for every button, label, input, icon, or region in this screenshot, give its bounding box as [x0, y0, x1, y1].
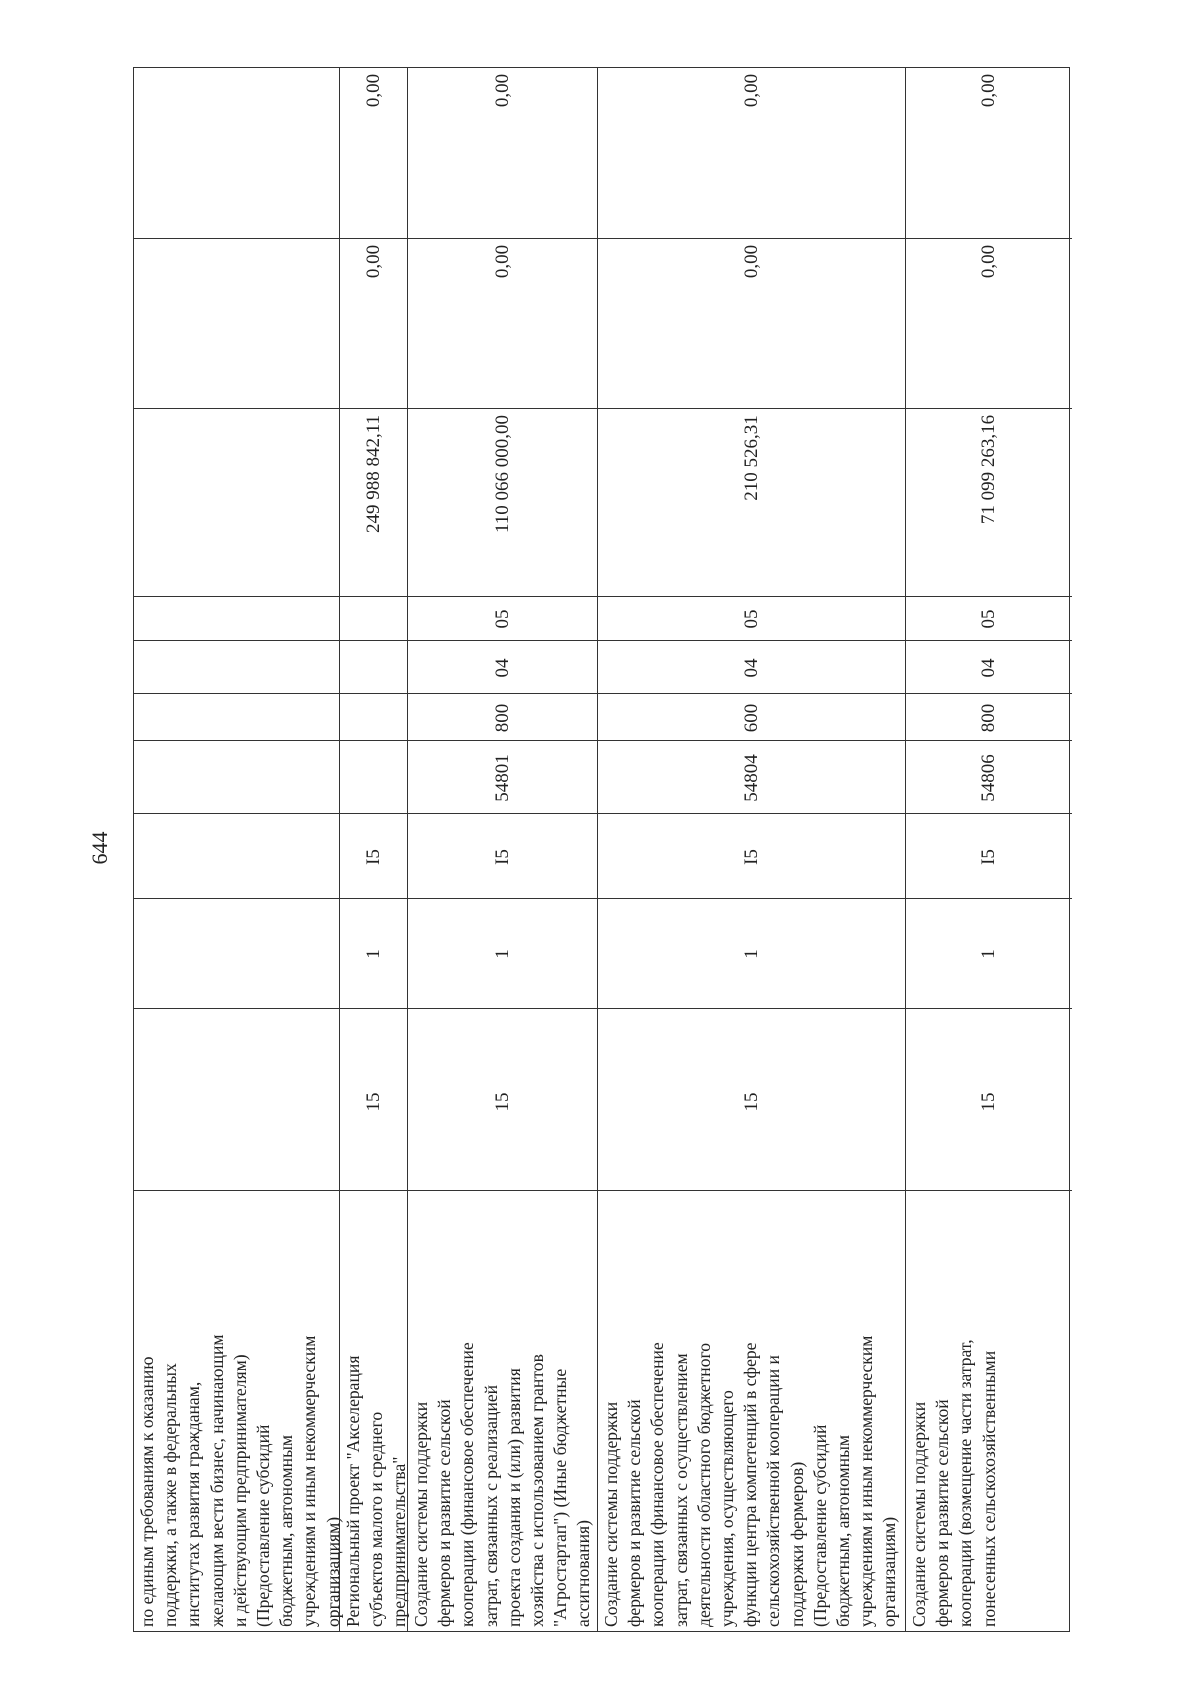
cell-c4: [340, 740, 408, 814]
cell-c3: [340, 813, 408, 899]
cell-value: 04: [978, 658, 999, 677]
cell-value: 1: [741, 949, 762, 959]
cell-c5: [134, 693, 339, 741]
cell-v2: [340, 238, 408, 409]
cell-v3: [598, 68, 906, 238]
cell-c6: [340, 640, 408, 694]
cell-v3: [134, 68, 339, 238]
description-line: фермеров и развитие сельской: [434, 1399, 455, 1627]
cell-value: 210 526,31: [741, 415, 762, 501]
cell-v2: [134, 238, 339, 409]
cell-c7: [598, 596, 906, 641]
row-description: [598, 1190, 906, 1631]
cell-c3: [906, 813, 1072, 899]
cell-value: 0,00: [741, 244, 762, 279]
cell-value: 04: [492, 658, 513, 677]
description-line: предпринимательства": [389, 1456, 410, 1627]
cell-value: 15: [363, 1092, 384, 1111]
cell-value: 15: [492, 1092, 513, 1111]
cell-c3: [134, 813, 339, 899]
cell-amount: [408, 408, 598, 597]
description-line: и действующим предпринимателям): [229, 1354, 250, 1627]
description-line: (Предоставление субсидий: [253, 1424, 274, 1627]
description-line: хозяйства с использованием грантов: [527, 1354, 548, 1627]
cell-value: 110 066 000,00: [492, 414, 513, 534]
description-line: поддержки, а также в федеральных: [160, 1363, 181, 1627]
cell-c7: [906, 596, 1072, 641]
cell-c7: [408, 596, 598, 641]
cell-value: 0,00: [741, 73, 762, 108]
cell-c4: [906, 740, 1072, 814]
cell-c6: [598, 640, 906, 694]
cell-c4: [408, 740, 598, 814]
cell-v3: [408, 68, 598, 238]
cell-c2: [906, 898, 1072, 1009]
cell-value: I5: [741, 848, 762, 865]
description-line: бюджетным, автономным: [276, 1434, 297, 1627]
cell-c2: [598, 898, 906, 1009]
cell-value: 04: [741, 658, 762, 677]
cell-c6: [408, 640, 598, 694]
cell-value: 15: [978, 1092, 999, 1111]
cell-value: 1: [978, 949, 999, 959]
cell-c7: [340, 596, 408, 641]
description-line: деятельности областного бюджетного: [693, 1342, 714, 1627]
cell-value: 15: [741, 1092, 762, 1111]
description-line: фермеров и развитие сельской: [932, 1399, 953, 1627]
cell-v3: [340, 68, 408, 238]
description-line: Создание системы поддержки: [909, 1401, 929, 1627]
description-line: институтах развития гражданам,: [183, 1381, 204, 1627]
cell-c5: [598, 693, 906, 741]
cell-c1: [906, 1008, 1072, 1194]
table-row: [134, 68, 343, 1631]
cell-c2: [340, 898, 408, 1009]
cell-amount: [134, 408, 339, 597]
cell-amount: [598, 408, 906, 597]
cell-value: 05: [492, 609, 513, 629]
cell-value: 800: [978, 703, 999, 732]
cell-value: 71 099 263,16: [978, 414, 999, 525]
description-line: кооперации (возмещение части затрат,: [955, 1339, 976, 1627]
cell-c5: [906, 693, 1072, 741]
row-description: [134, 1190, 343, 1631]
cell-c3: [408, 813, 598, 899]
description-line: организациям): [322, 1516, 343, 1627]
table-row: [597, 68, 906, 1631]
cell-value: 0,00: [363, 73, 384, 108]
cell-value: 0,00: [492, 73, 513, 108]
description-line: кооперации (финансовое обеспечение: [457, 1342, 478, 1627]
description-line: ассигнования): [573, 1520, 594, 1627]
cell-c1: [134, 1008, 339, 1194]
cell-c2: [408, 898, 598, 1009]
cell-value: 1: [492, 949, 513, 959]
cell-value: 54801: [492, 753, 513, 802]
table-row: [905, 68, 1072, 1631]
cell-v2: [408, 238, 598, 409]
description-line: "Агростартап") (Иные бюджетные: [550, 1368, 571, 1627]
table-row: [407, 68, 598, 1631]
cell-value: 0,00: [978, 73, 999, 108]
page-number: 644: [87, 831, 112, 865]
cell-value: 800: [492, 703, 513, 732]
cell-value: 54804: [741, 753, 762, 802]
cell-v2: [598, 238, 906, 409]
cell-c7: [134, 596, 339, 641]
cell-c5: [408, 693, 598, 741]
description-line: по единым требованиям к оказанию: [137, 1356, 157, 1627]
cell-value: 05: [978, 609, 999, 629]
cell-value: 0,00: [492, 244, 513, 279]
cell-v2: [906, 238, 1072, 409]
description-line: (Предоставление субсидий: [809, 1424, 830, 1627]
description-line: Создание системы поддержки: [411, 1401, 431, 1627]
budget-table: [133, 67, 1070, 1632]
description-line: желающим вести бизнес, начинающим: [206, 1334, 227, 1627]
description-line: проекта создания и (или) развития: [503, 1368, 524, 1627]
cell-value: 05: [741, 609, 762, 629]
cell-c3: [598, 813, 906, 899]
description-line: поддержки фермеров): [786, 1461, 807, 1627]
cell-value: 0,00: [363, 244, 384, 279]
description-line: организациям): [879, 1516, 900, 1627]
row-description: [906, 1190, 1072, 1631]
row-description: [340, 1190, 408, 1631]
description-line: Создание системы поддержки: [601, 1401, 621, 1627]
description-line: затрат, связанных с осуществлением: [670, 1353, 691, 1627]
cell-c2: [134, 898, 339, 1009]
cell-value: 0,00: [978, 244, 999, 279]
cell-amount: [340, 408, 408, 597]
cell-c1: [408, 1008, 598, 1194]
description-line: учреждения, осуществляющего: [717, 1390, 738, 1627]
cell-c4: [598, 740, 906, 814]
cell-c1: [340, 1008, 408, 1194]
description-line: учреждениям и иным некоммерческим: [856, 1335, 877, 1627]
row-description: [408, 1190, 598, 1631]
table-row: [339, 68, 408, 1631]
description-line: затрат, связанных с реализацией: [480, 1384, 501, 1627]
description-line: субъектов малого и среднего: [366, 1411, 387, 1627]
description-line: понесенных сельскохозяйственными: [978, 1350, 999, 1627]
description-line: бюджетным, автономным: [833, 1434, 854, 1627]
cell-value: I5: [978, 848, 999, 865]
cell-value: 54806: [978, 753, 999, 802]
description-line: фермеров и развитие сельской: [624, 1399, 645, 1627]
cell-v3: [906, 68, 1072, 238]
cell-value: 1: [363, 949, 384, 959]
cell-amount: [906, 408, 1072, 597]
description-line: кооперации (финансовое обеспечение: [647, 1342, 668, 1627]
cell-c4: [134, 740, 339, 814]
cell-c6: [134, 640, 339, 694]
cell-c5: [340, 693, 408, 741]
cell-c1: [598, 1008, 906, 1194]
description-line: Региональный проект "Акселерация: [343, 1355, 363, 1627]
cell-value: 600: [741, 703, 762, 732]
description-line: сельскохозяйственной кооперации и: [763, 1355, 784, 1627]
cell-value: I5: [492, 848, 513, 865]
description-line: функции центра компетенций в сфере: [740, 1342, 761, 1627]
cell-c6: [906, 640, 1072, 694]
description-line: учреждениям и иным некоммерческим: [299, 1335, 320, 1627]
cell-value: I5: [363, 848, 384, 865]
cell-value: 249 988 842,11: [363, 414, 384, 534]
